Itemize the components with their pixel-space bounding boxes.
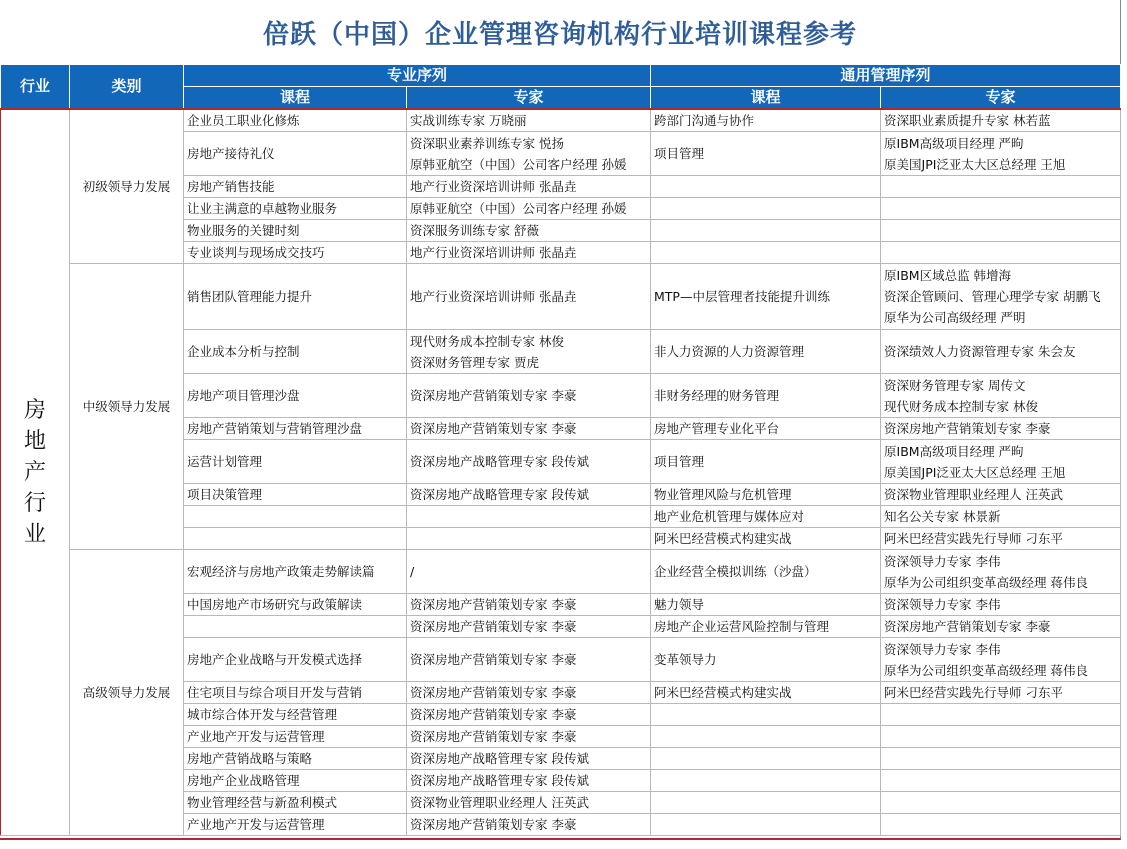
general-course-cell: [651, 220, 881, 242]
general-course-cell: 企业经营全模拟训练（沙盘）: [651, 550, 881, 594]
expert-line: 资深房地产战略管理专家 段传斌: [410, 773, 589, 788]
professional-course-cell: 中国房地产市场研究与政策解读: [184, 594, 407, 616]
professional-course-cell: 房地产销售技能: [184, 176, 407, 198]
table-row: [1, 264, 1121, 330]
expert-line: 资深房地产营销策划专家 李豪: [410, 652, 577, 667]
professional-course-cell: 产业地产开发与运营管理: [184, 814, 407, 836]
professional-course-cell: 企业员工职业化修炼: [184, 109, 407, 132]
expert-line: 资深领导力专家 李伟: [884, 641, 1001, 657]
expert-line: 原韩亚航空（中国）公司客户经理 孙媛: [410, 201, 627, 216]
professional-expert-cell: [407, 264, 651, 330]
general-course-cell: 项目管理: [651, 132, 881, 176]
general-expert-cell: [881, 528, 1121, 550]
general-course-cell: 房地产管理专业化平台: [651, 418, 881, 440]
general-expert-cell: [881, 638, 1121, 682]
professional-expert-cell: [407, 132, 651, 176]
general-expert-cell: [881, 484, 1121, 506]
professional-expert-cell: [407, 242, 651, 264]
expert-line: 资深房地产战略管理专家 段传斌: [410, 751, 589, 766]
industry-cell: [1, 109, 70, 836]
general-expert-cell: [881, 770, 1121, 792]
general-expert-cell: [881, 506, 1121, 528]
expert-line: 资深物业管理职业经理人 汪英武: [410, 795, 589, 810]
professional-course-cell: 房地产接待礼仪: [184, 132, 407, 176]
professional-expert-cell: [407, 704, 651, 726]
expert-line: 资深房地产营销策划专家 李豪: [884, 421, 1051, 436]
table-row: [1, 550, 1121, 594]
expert-line: 原华为公司组织变革高级经理 蒋伟良: [884, 662, 1088, 678]
expert-line: 资深职业素养训练专家 悦扬: [410, 135, 564, 151]
professional-course-cell: 企业成本分析与控制: [184, 330, 407, 374]
professional-expert-cell: [407, 726, 651, 748]
expert-line: 资深房地产营销策划专家 李豪: [884, 619, 1051, 634]
expert-line: 资深房地产营销策划专家 李豪: [410, 817, 577, 832]
table-row: [1, 109, 1121, 132]
professional-course-cell: 专业谈判与现场成交技巧: [184, 242, 407, 264]
general-course-cell: 非财务经理的财务管理: [651, 374, 881, 418]
expert-line: 阿米巴经营实践先行导师 刁东平: [884, 531, 1063, 546]
professional-expert-cell: [407, 638, 651, 682]
expert-line: 原华为公司高级经理 严明: [884, 310, 1026, 325]
general-expert-cell: [881, 198, 1121, 220]
expert-line: 地产行业资深培训讲师 张晶垚: [410, 289, 577, 304]
expert-line: 资深房地产营销策划专家 李豪: [410, 729, 577, 744]
expert-line: 资深领导力专家 李伟: [884, 553, 1001, 569]
professional-course-cell: 物业管理经营与新盈利模式: [184, 792, 407, 814]
professional-expert-cell: [407, 374, 651, 418]
expert-line: 资深财务管理专家 贾虎: [410, 354, 539, 370]
general-course-cell: MTP—中层管理者技能提升训练: [651, 264, 881, 330]
expert-line: 阿米巴经营实践先行导师 刁东平: [884, 685, 1063, 700]
general-expert-cell: [881, 440, 1121, 484]
professional-course-cell: 住宅项目与综合项目开发与营销: [184, 682, 407, 704]
general-expert-cell: [881, 330, 1121, 374]
expert-line: 知名公关专家 林景新: [884, 509, 1001, 524]
professional-course-cell: 销售团队管理能力提升: [184, 264, 407, 330]
expert-line: 原IBM区域总监 韩增海: [884, 268, 1012, 283]
professional-expert-cell: [407, 792, 651, 814]
expert-line: 现代财务成本控制专家 林俊: [884, 398, 1038, 414]
general-expert-cell: [881, 264, 1121, 330]
general-expert-cell: [881, 418, 1121, 440]
general-course-cell: [651, 176, 881, 198]
general-course-cell: 魅力领导: [651, 594, 881, 616]
professional-expert-cell: [407, 484, 651, 506]
general-course-cell: 项目管理: [651, 440, 881, 484]
professional-expert-cell: [407, 682, 651, 704]
professional-course-cell: 项目决策管理: [184, 484, 407, 506]
header-course: 课程: [651, 87, 881, 110]
professional-expert-cell: [407, 528, 651, 550]
professional-expert-cell: [407, 220, 651, 242]
professional-course-cell: 宏观经济与房地产政策走势解读篇: [184, 550, 407, 594]
expert-line: 原IBM高级项目经理 严昫: [884, 135, 1024, 151]
category-cell: 高级领导力发展: [70, 550, 184, 836]
expert-line: 原美国JPI泛亚太大区总经理 王旭: [884, 464, 1066, 480]
professional-course-cell: 运营计划管理: [184, 440, 407, 484]
expert-line: 资深职业素质提升专家 林若蓝: [884, 113, 1051, 128]
general-expert-cell: [881, 242, 1121, 264]
category-cell: 中级领导力发展: [70, 264, 184, 550]
category-cell: 初级领导力发展: [70, 109, 184, 264]
general-expert-cell: [881, 792, 1121, 814]
professional-expert-cell: [407, 594, 651, 616]
general-expert-cell: [881, 550, 1121, 594]
expert-line: 资深绩效人力资源管理专家 朱会友: [884, 344, 1076, 359]
expert-line: 地产行业资深培训讲师 张晶垚: [410, 179, 577, 194]
general-expert-cell: [881, 594, 1121, 616]
expert-line: 现代财务成本控制专家 林俊: [410, 333, 564, 349]
general-expert-cell: [881, 176, 1121, 198]
expert-line: /: [410, 564, 415, 579]
general-expert-cell: [881, 374, 1121, 418]
general-course-cell: [651, 242, 881, 264]
expert-line: 资深房地产营销策划专家 李豪: [410, 707, 577, 722]
expert-line: 资深房地产营销策划专家 李豪: [410, 619, 577, 634]
professional-expert-cell: [407, 109, 651, 132]
professional-course-cell: 房地产企业战略与开发模式选择: [184, 638, 407, 682]
page-title: 倍跃（中国）企业管理咨询机构行业培训课程参考: [262, 19, 857, 50]
professional-course-cell: 让业主满意的卓越物业服务: [184, 198, 407, 220]
general-course-cell: [651, 814, 881, 836]
general-course-cell: [651, 704, 881, 726]
professional-course-cell: 房地产项目管理沙盘: [184, 374, 407, 418]
professional-expert-cell: [407, 770, 651, 792]
expert-line: 原IBM高级项目经理 严昫: [884, 443, 1024, 459]
expert-line: 资深房地产战略管理专家 段传斌: [410, 487, 589, 502]
course-table: [0, 64, 1121, 836]
general-expert-cell: [881, 132, 1121, 176]
general-course-cell: 房地产企业运营风险控制与管理: [651, 616, 881, 638]
general-expert-cell: [881, 814, 1121, 836]
header-expert: 专家: [407, 87, 651, 110]
general-course-cell: [651, 726, 881, 748]
professional-course-cell: 房地产营销战略与策略: [184, 748, 407, 770]
expert-line: 资深房地产营销策划专家 李豪: [410, 388, 577, 403]
expert-line: 资深企管顾问、管理心理学专家 胡鹏飞: [884, 289, 1101, 304]
expert-line: 资深房地产营销策划专家 李豪: [410, 685, 577, 700]
expert-line: 资深财务管理专家 周传文: [884, 377, 1026, 393]
expert-line: 资深房地产营销策划专家 李豪: [410, 597, 577, 612]
general-expert-cell: [881, 704, 1121, 726]
expert-line: 实战训练专家 万晓丽: [410, 113, 527, 128]
professional-course-cell: 物业服务的关键时刻: [184, 220, 407, 242]
professional-course-cell: 城市综合体开发与经营管理: [184, 704, 407, 726]
general-course-cell: [651, 198, 881, 220]
general-course-cell: 跨部门沟通与协作: [651, 109, 881, 132]
general-expert-cell: [881, 109, 1121, 132]
expert-line: 资深房地产战略管理专家 段传斌: [410, 454, 589, 469]
industry-label: 房地产行业: [23, 398, 46, 547]
professional-expert-cell: [407, 418, 651, 440]
professional-course-cell: [184, 506, 407, 528]
expert-line: 资深物业管理职业经理人 汪英武: [884, 487, 1063, 502]
professional-expert-cell: [407, 814, 651, 836]
expert-line: 资深房地产营销策划专家 李豪: [410, 421, 577, 436]
professional-expert-cell: [407, 550, 651, 594]
expert-line: 资深服务训练专家 舒薇: [410, 223, 539, 238]
professional-expert-cell: [407, 748, 651, 770]
expert-line: 资深领导力专家 李伟: [884, 597, 1001, 612]
professional-course-cell: [184, 528, 407, 550]
professional-expert-cell: [407, 506, 651, 528]
professional-course-cell: 房地产企业战略管理: [184, 770, 407, 792]
general-course-cell: [651, 792, 881, 814]
header-industry: 行业: [1, 65, 70, 110]
header-expert: 专家: [881, 87, 1121, 110]
header-category: 类别: [70, 65, 184, 110]
general-expert-cell: [881, 220, 1121, 242]
header-general-series: 通用管理序列: [651, 65, 1121, 87]
general-course-cell: 非人力资源的人力资源管理: [651, 330, 881, 374]
professional-expert-cell: [407, 616, 651, 638]
general-course-cell: 地产业危机管理与媒体应对: [651, 506, 881, 528]
professional-expert-cell: [407, 176, 651, 198]
general-expert-cell: [881, 726, 1121, 748]
general-course-cell: 变革领导力: [651, 638, 881, 682]
general-course-cell: 阿米巴经营模式构建实战: [651, 682, 881, 704]
expert-line: 地产行业资深培训讲师 张晶垚: [410, 245, 577, 260]
professional-course-cell: 房地产营销策划与营销管理沙盘: [184, 418, 407, 440]
general-expert-cell: [881, 748, 1121, 770]
general-expert-cell: [881, 616, 1121, 638]
professional-course-cell: [184, 616, 407, 638]
general-course-cell: 阿米巴经营模式构建实战: [651, 528, 881, 550]
general-expert-cell: [881, 682, 1121, 704]
general-course-cell: [651, 770, 881, 792]
general-course-cell: 物业管理风险与危机管理: [651, 484, 881, 506]
general-course-cell: [651, 748, 881, 770]
expert-line: 原韩亚航空（中国）公司客户经理 孙媛: [410, 156, 627, 172]
professional-expert-cell: [407, 198, 651, 220]
expert-line: 原华为公司组织变革高级经理 蒋伟良: [884, 574, 1088, 590]
header-course: 课程: [184, 87, 407, 110]
professional-expert-cell: [407, 330, 651, 374]
professional-expert-cell: [407, 440, 651, 484]
header-professional-series: 专业序列: [184, 65, 651, 87]
professional-course-cell: 产业地产开发与运营管理: [184, 726, 407, 748]
expert-line: 原美国JPI泛亚太大区总经理 王旭: [884, 156, 1066, 172]
